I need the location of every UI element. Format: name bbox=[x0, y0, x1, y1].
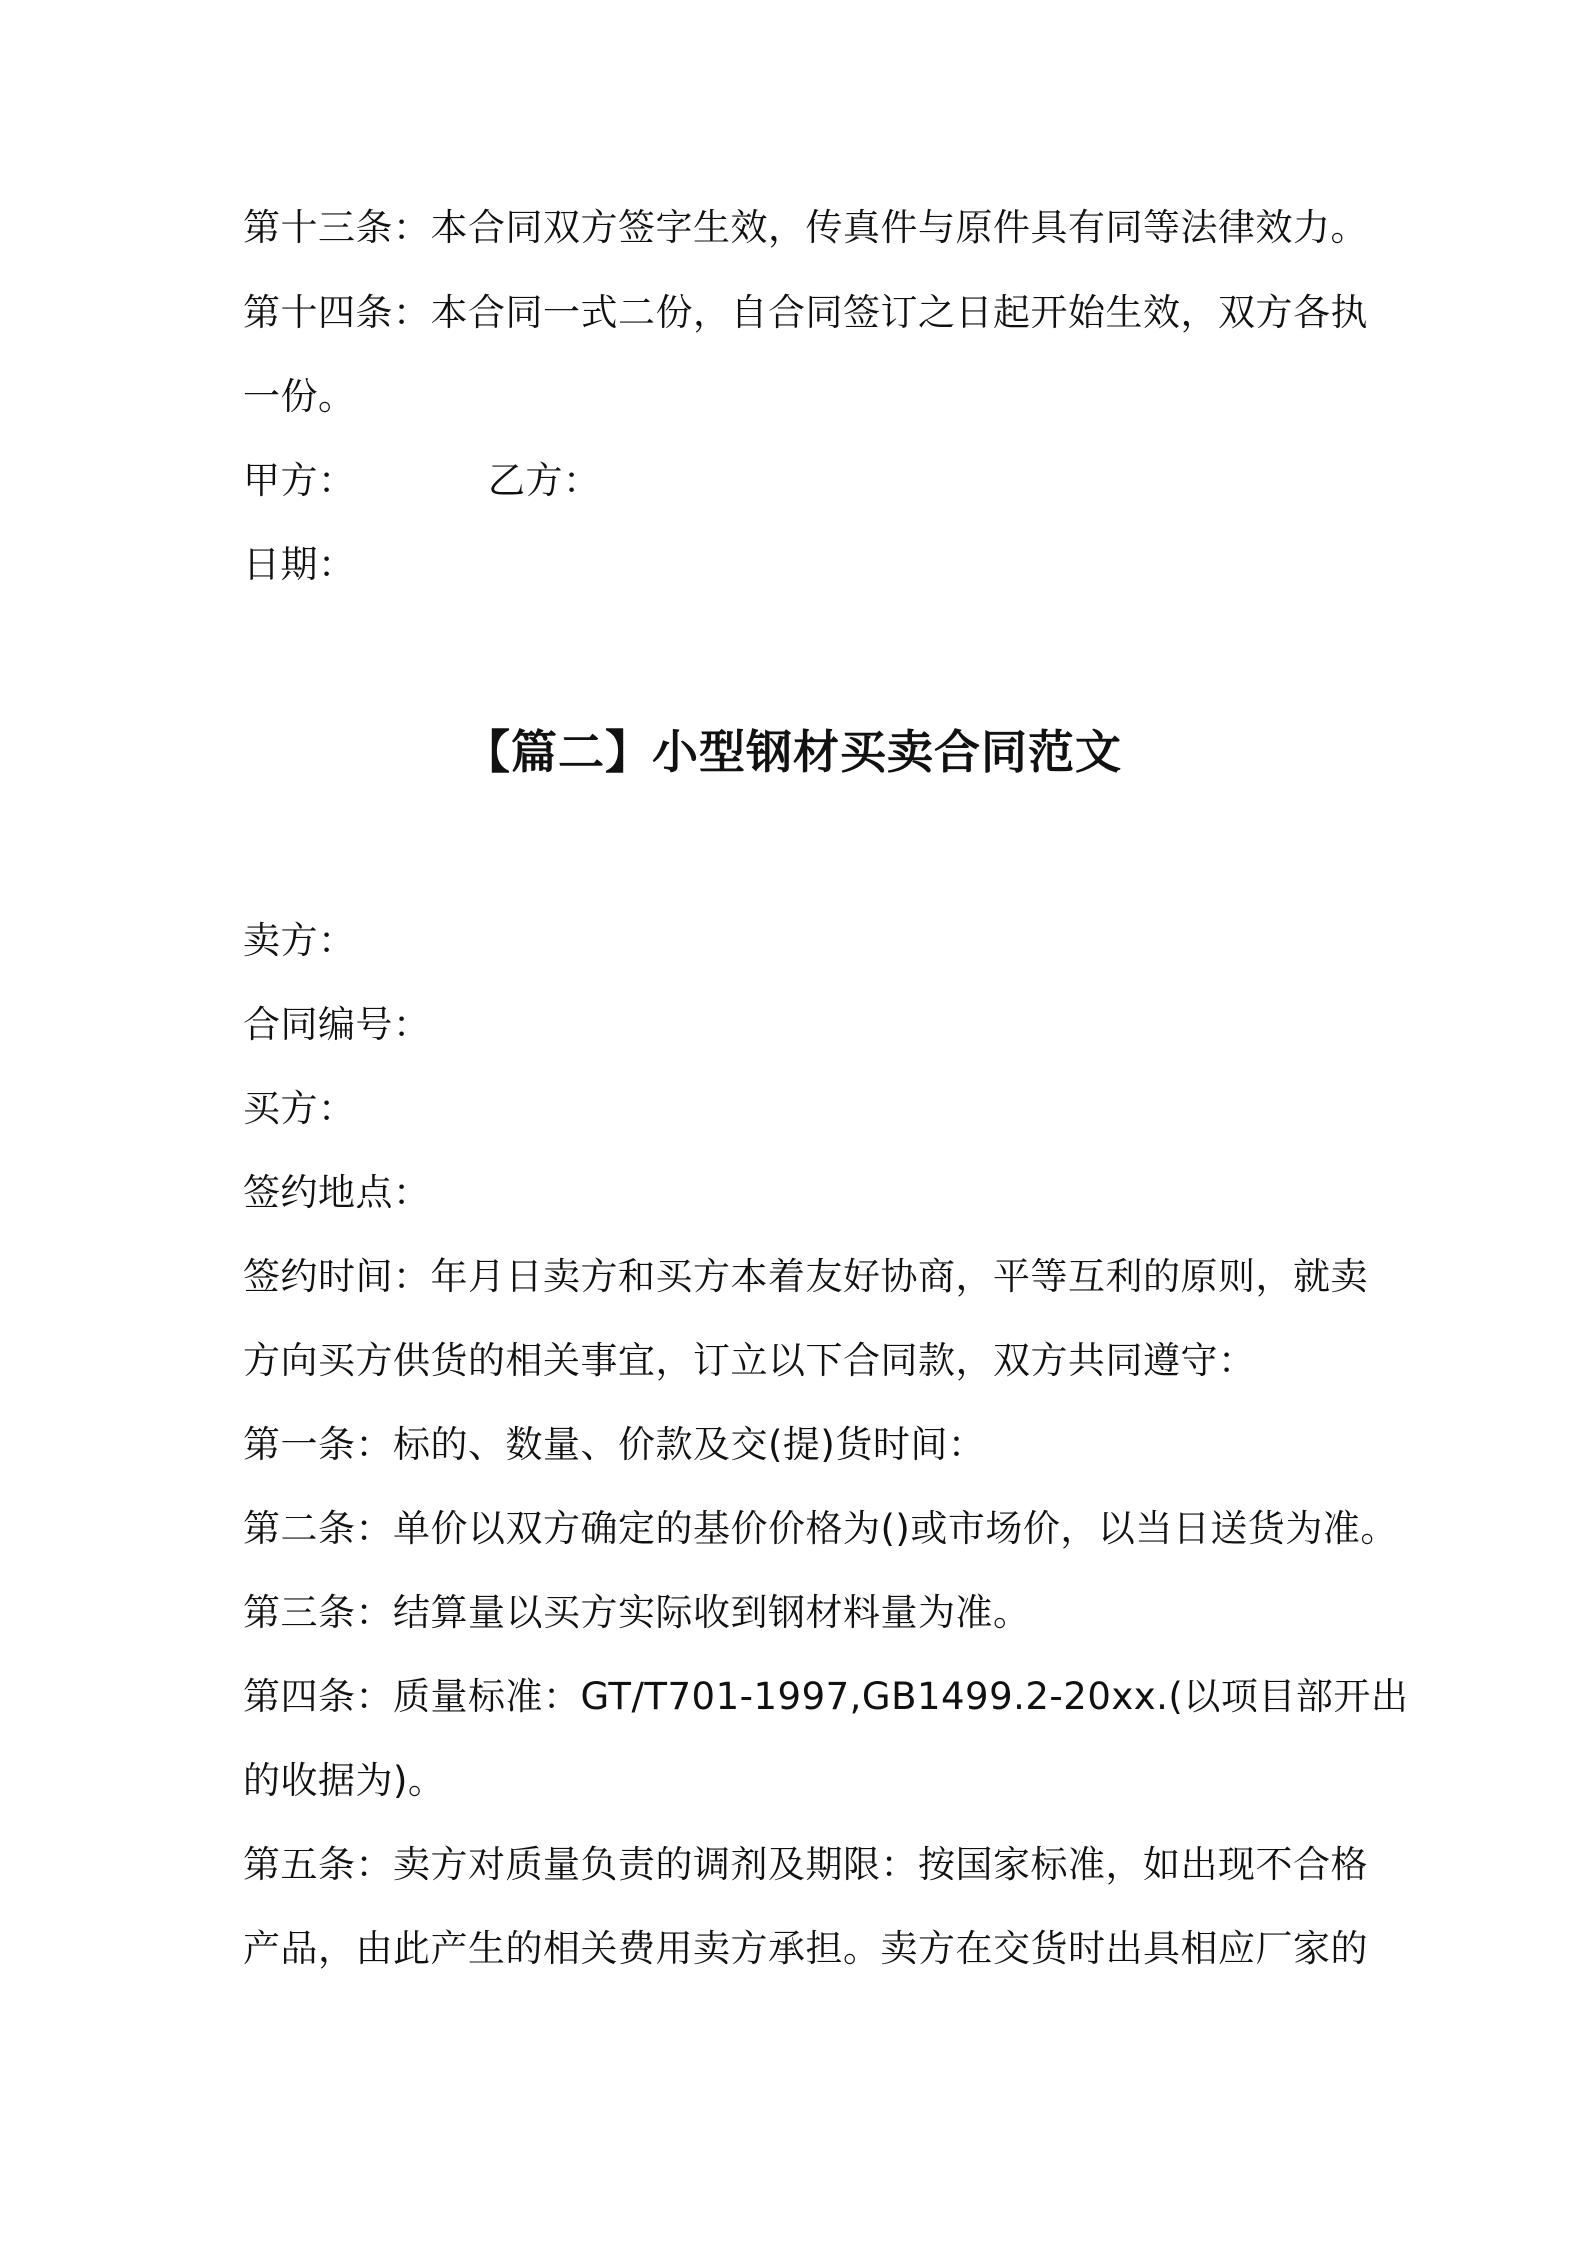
article-14-line-1: 第十四条：本合同一式二份，自合同签订之日起开始生效，双方各执 bbox=[243, 291, 1368, 334]
signing-time-line-1: 签约时间：年月日卖方和买方本着友好协商，平等互利的原则，就卖 bbox=[243, 1255, 1368, 1298]
article-4-line-2: 的收据为)。 bbox=[243, 1759, 446, 1802]
date-label: 日期： bbox=[243, 543, 356, 586]
party-b-label: 乙方： bbox=[488, 459, 601, 502]
article-14-line-2: 一份。 bbox=[243, 375, 356, 418]
signing-time-line-2: 方向买方供货的相关事宜，订立以下合同款，双方共同遵守： bbox=[243, 1339, 1256, 1382]
article-3: 第三条：结算量以买方实际收到钢材料量为准。 bbox=[243, 1591, 1031, 1634]
signing-place-label: 签约地点： bbox=[243, 1171, 431, 1214]
section-title: 【篇二】小型钢材买卖合同范文 bbox=[464, 725, 1122, 779]
article-4-line-1: 第四条：质量标准：GT/T701-1997,GB1499.2-20xx.(以项目部开出 bbox=[243, 1675, 1409, 1718]
buyer-label: 买方： bbox=[243, 1087, 356, 1130]
article-13: 第十三条：本合同双方签字生效，传真件与原件具有同等法律效力。 bbox=[243, 206, 1368, 249]
article-1: 第一条：标的、数量、价款及交(提)货时间： bbox=[243, 1423, 986, 1466]
party-a-label: 甲方： bbox=[243, 459, 356, 502]
article-5-line-2: 产品，由此产生的相关费用卖方承担。卖方在交货时出具相应厂家的 bbox=[243, 1927, 1368, 1970]
article-5-line-1: 第五条：卖方对质量负责的调剂及期限：按国家标准，如出现不合格 bbox=[243, 1843, 1368, 1886]
signature-row bbox=[243, 458, 1363, 504]
seller-label: 卖方： bbox=[243, 919, 356, 962]
contract-number-label: 合同编号： bbox=[243, 1003, 431, 1046]
article-2: 第二条：单价以双方确定的基价价格为()或市场价，以当日送货为准。 bbox=[243, 1507, 1398, 1550]
